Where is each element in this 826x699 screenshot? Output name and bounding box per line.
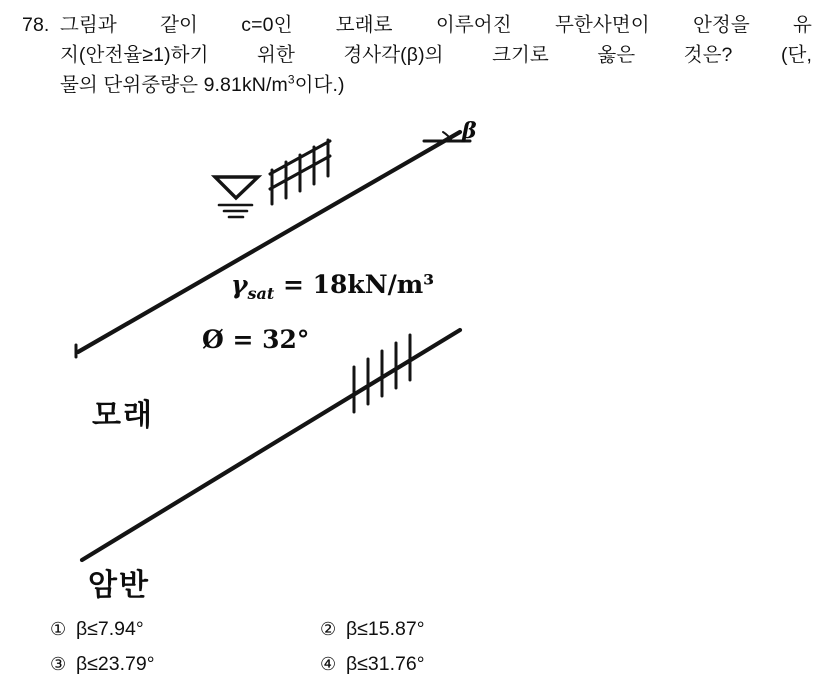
question-line3-exponent: 3 [287,72,295,87]
question-line-1 [22,10,812,40]
gamma-value: = 18kN/m³ [274,270,435,299]
bedrock-layer-label: 암반 [88,569,150,602]
choice-4-text: β≤31.76° [346,653,425,675]
choice-3-marker: ③ [50,654,67,674]
slope-figure [0,112,826,612]
choice-1[interactable] [50,618,320,641]
choice-row-2 [50,653,790,676]
choice-row-1 [50,618,790,641]
gamma-subscript: sat [247,284,275,303]
gamma-symbol: γ [231,270,248,299]
ground-surface-line [78,132,460,352]
bedrock-surface-line [82,330,460,560]
question-text-line-1: 그림과 같이 c=0인 모래로 이루어진 무한사면이 안정을 유 [60,14,812,36]
choice-2[interactable] [320,618,620,641]
question-text-line-2: 지(안전율≥1)하기 위한 경사각(β)의 크기로 옳은 것은? (단, [60,44,812,66]
choice-1-marker: ① [50,619,67,639]
friction-angle-label: Ø = 32° [202,325,310,354]
choice-2-marker: ② [320,619,337,639]
beta-angle-label: β [462,118,477,144]
question-line3-suffix: 이다.) [294,74,345,96]
gamma-sat-label [231,270,434,303]
choice-3-text: β≤23.79° [76,653,155,675]
figure-drawing [0,112,826,612]
choice-4[interactable] [320,653,620,676]
question-number: 78. [22,14,50,36]
answer-choices [50,618,790,688]
choice-1-text: β≤7.94° [76,618,144,640]
question-line-3 [22,70,812,100]
question-line-2 [22,40,812,70]
water-table-triangle [215,177,258,198]
sand-layer-label: 모래 [92,399,154,432]
choice-3[interactable] [50,653,320,676]
surface-hatching-upper [270,140,330,204]
question-block [22,10,812,100]
choice-2-text: β≤15.87° [346,618,425,640]
bedrock-hatching [354,335,410,412]
question-line3-prefix: 물의 단위중량은 9.81kN/m [60,74,288,96]
choice-4-marker: ④ [320,654,337,674]
question-text-line-3 [60,70,812,100]
